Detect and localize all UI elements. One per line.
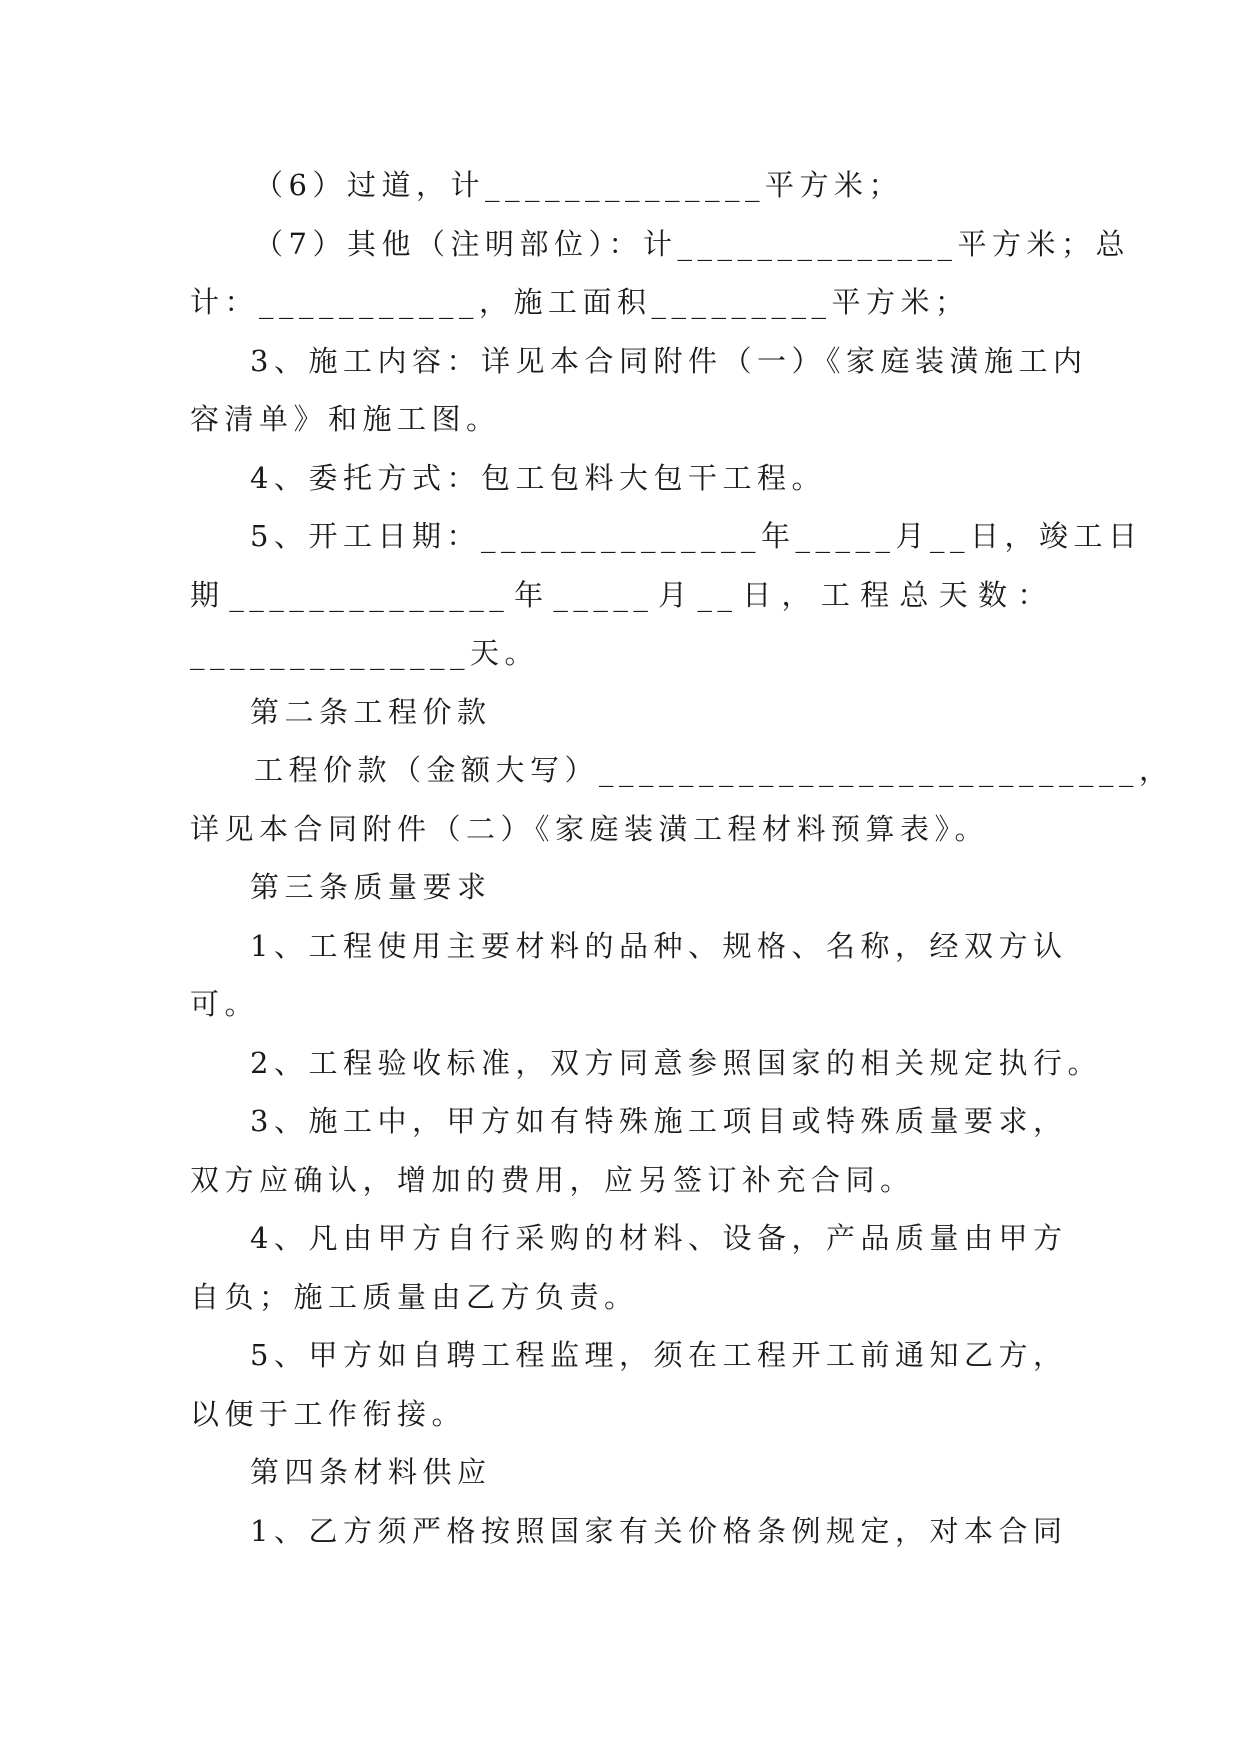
text-segment: ：	[1017, 577, 1052, 612]
text-line: ______________天。	[190, 636, 540, 670]
text-line: 3、施工中，甲方如有特殊施工项目或特殊质量要求，	[250, 1104, 1068, 1138]
text-segment: _____	[553, 577, 654, 612]
text-line: 计：___________，施工面积_________平方米；	[190, 285, 970, 319]
text-segment: 程	[860, 577, 895, 612]
text-line: 双方应确认，增加的费用，应另签订补充合同。	[190, 1162, 915, 1197]
section-heading: 第四条材料供应	[250, 1455, 492, 1489]
text-line: 4、凡由甲方自行采购的材料、设备，产品质量由甲方	[250, 1221, 1068, 1255]
text-segment: 工	[820, 577, 856, 612]
text-line: 工程价款（金额大写）___________________________，	[254, 753, 1174, 787]
text-segment: 总	[899, 577, 934, 612]
text-line: 3、施工内容：详见本合同附件（一）《家庭装潢施工内	[250, 343, 1088, 378]
text-line: 2、工程验收标准，双方同意参照国家的相关规定执行。	[250, 1045, 1102, 1080]
text-line: 5、甲方如自聘工程监理，须在工程开工前通知乙方，	[250, 1338, 1068, 1372]
document-page	[190, 156, 1174, 1560]
text-line: 自负；施工质量由乙方负责。	[190, 1279, 639, 1314]
text-segment: 月	[658, 577, 693, 612]
text-segment: 数	[978, 577, 1013, 612]
text-line: 5、开工日期：______________年_____月__日，竣工日	[250, 519, 1143, 553]
text-line: （6）过道，计______________平方米；	[254, 168, 903, 202]
text-line: （7）其他（注明部位）：计______________平方米；总	[254, 226, 1130, 261]
text-segment: ，	[781, 577, 817, 612]
text-line-justified	[190, 566, 1070, 625]
text-segment: __	[697, 577, 738, 612]
text-segment: ______________	[229, 577, 510, 612]
text-line: 可。	[190, 987, 260, 1021]
text-line: 1、乙方须严格按照国家有关价格条例规定，对本合同	[250, 1513, 1068, 1548]
text-line: 以便于工作衔接。	[190, 1396, 467, 1431]
text-line: 容清单》和施工图。	[190, 402, 501, 436]
text-line: 4、委托方式：包工包料大包干工程。	[250, 460, 826, 495]
text-segment: 期	[190, 577, 225, 612]
text-line: 1、工程使用主要材料的品种、规格、名称，经双方认	[250, 928, 1068, 963]
text-segment: 天	[938, 577, 974, 612]
text-line: 详见本合同附件（二）《家庭装潢工程材料预算表》。	[190, 811, 990, 846]
section-heading: 第二条工程价款	[250, 694, 492, 729]
text-segment: 年	[514, 577, 549, 612]
section-heading: 第三条质量要求	[250, 870, 492, 904]
text-segment: 日	[742, 577, 777, 612]
